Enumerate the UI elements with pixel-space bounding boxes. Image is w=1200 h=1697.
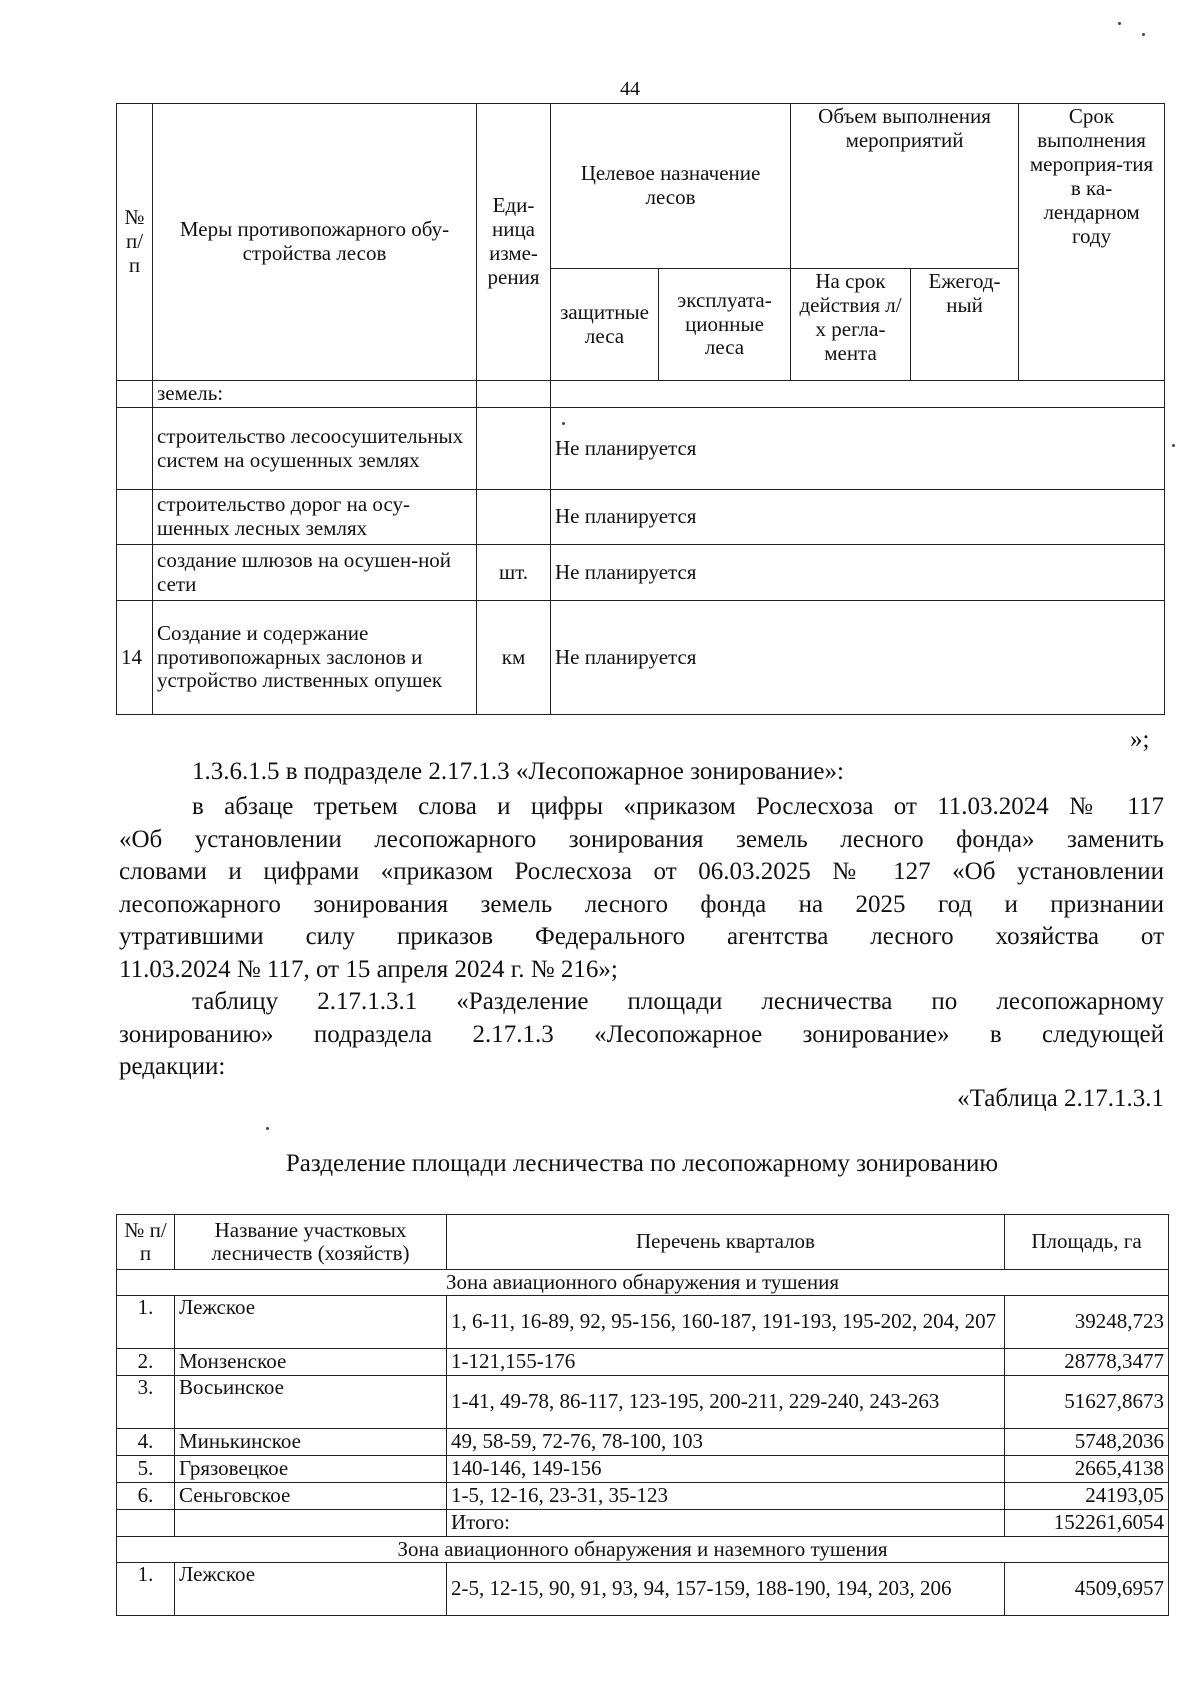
table-row [117,1429,1169,1456]
row-unit [477,490,551,545]
row-list: 1-121,155-176 [447,1349,1005,1376]
row-num [117,408,153,490]
text-line: редакции: [119,1053,226,1080]
row-unit [477,381,551,408]
row-area: 39248,723 [1005,1296,1169,1349]
scan-speck [1142,33,1145,36]
row-num: 14 [117,601,153,715]
row-value: Не планируется [551,545,1165,601]
text-line: лесопожарного зонирования земель лесного фонда на 2025 год и признании [119,890,1164,918]
row-num: 1. [117,1563,175,1616]
row-unit: км [477,601,551,715]
header-area: Площадь, га [1005,1215,1169,1270]
row-unit: шт. [477,545,551,601]
row-num [117,490,153,545]
header-num: № п/п [117,104,153,381]
row-name: Грязовецкое [175,1456,447,1483]
table-row [117,1483,1169,1510]
text-line: утратившими силу приказов Федерального агентства лесного хозяйства от [119,923,1164,950]
row-list: 140-146, 149-156 [447,1456,1005,1483]
table-label: «Таблица 2.17.1.3.1 [957,1085,1164,1112]
row-measure: Создание и содержание противопожарных заслонов и устройство лиственных опушек [153,601,477,715]
text-line: «Об установлении лесопожарного зонирования земель лесного фонда» заменить [119,825,1164,853]
table-row [117,408,1165,490]
table-row [117,381,1165,408]
table-row [117,1456,1169,1483]
row-area: 5748,2036 [1005,1429,1169,1456]
header-protective: защитные леса [551,269,659,381]
text-line: в абзаце третьем слова и цифры «приказом Рослесхоза от 11.03.2024 № 117 [192,793,1164,820]
scan-speck [562,422,565,425]
row-value: Не планируется [551,408,1165,490]
row-num: 4. [117,1429,175,1456]
row-measure: создание шлюзов на осушен-ной сети [153,545,477,601]
row-measure: строительство лесоосушительных систем на осушенных землях [153,408,477,490]
text-line: 11.03.2024 № 117, от 15 апреля 2024 г. № 216»; [119,955,618,983]
row-num: 6. [117,1483,175,1510]
row-measure: строительство дорог на осу-шенных лесных землях [153,490,477,545]
paragraph-amendment [119,791,1164,1084]
header-unit: Еди-ница изме-рения [477,104,551,381]
row-area: 2665,4138 [1005,1456,1169,1483]
row-name: Лежское [175,1563,447,1616]
table-row [117,601,1165,715]
header-deadline: Срок выполнения мероприя-тия в ка-лендарном году [1019,104,1165,381]
table-title: Разделение площади лесничества по лесопожарному зонированию [285,1150,999,1177]
table-row [117,490,1165,545]
total-row [117,1510,1169,1537]
fire-measures-table [116,103,1165,715]
header-reg-term: На срок действия л/х регла-мента [791,269,911,381]
zone-title: Зона авиационного обнаружения и наземного тушения [117,1537,1169,1563]
table-row [117,1296,1169,1349]
row-num: 1. [117,1296,175,1349]
header-measures: Меры противопожарного обу-стройства лесов [153,104,477,381]
header-volume: Объем выполнения мероприятий [791,104,1019,269]
row-list: 1-5, 12-16, 23-31, 35-123 [447,1483,1005,1510]
row-area: 51627,8673 [1005,1376,1169,1429]
table-row [117,1349,1169,1376]
row-unit [477,408,551,490]
scan-speck [1118,22,1121,25]
row-value: Не планируется [551,601,1165,715]
row-list: 1, 6-11, 16-89, 92, 95-156, 160-187, 191-193, 195-202, 204, 207 [447,1296,1005,1349]
scan-speck [266,1127,269,1130]
table-row [117,1376,1169,1429]
row-num [117,545,153,601]
row-name: Монзенское [175,1349,447,1376]
zoning-table [116,1214,1169,1616]
total-label: Итого: [447,1510,1005,1537]
row-list: 2-5, 12-15, 90, 91, 93, 94, 157-159, 188-190, 194, 203, 206 [447,1563,1005,1616]
row-num [117,381,153,408]
text-line: таблицу 2.17.1.3.1 «Разделение площади лесничества по лесопожарному [192,988,1164,1015]
row-measure: земель: [153,381,477,408]
paragraph-section: 1.3.6.1.5 в подразделе 2.17.1.3 «Лесопожарное зонирование»: [192,758,844,785]
header-exploitation: эксплуата-ционные леса [659,269,791,381]
zone-title: Зона авиационного обнаружения и тушения [117,1270,1169,1296]
closing-quote: »; [1130,726,1150,753]
row-num: 2. [117,1349,175,1376]
header-purpose: Целевое назначение лесов [551,104,791,269]
row-area: 28778,3477 [1005,1349,1169,1376]
row-name: Минькинское [175,1429,447,1456]
header-name: Название участковых лесничеств (хозяйств) [175,1215,447,1270]
text-line: зонированию» подраздела 2.17.1.3 «Лесопожарное зонирование» в следующей [119,1020,1164,1048]
row-num: 5. [117,1456,175,1483]
row-name: Восьинское [175,1376,447,1429]
text-line: словами и цифрами «приказом Рослесхоза от 06.03.2025 № 127 «Об установлении [119,858,1164,885]
total-value: 152261,6054 [1005,1510,1169,1537]
row-name: Сеньговское [175,1483,447,1510]
row-list: 49, 58-59, 72-76, 78-100, 103 [447,1429,1005,1456]
row-list: 1-41, 49-78, 86-117, 123-195, 200-211, 229-240, 243-263 [447,1376,1005,1429]
row-area: 4509,6957 [1005,1563,1169,1616]
row-value: Не планируется [551,490,1165,545]
table-row [117,545,1165,601]
row-num: 3. [117,1376,175,1429]
row-name: Лежское [175,1296,447,1349]
header-annual: Ежегод-ный [911,269,1019,381]
table-row [117,1563,1169,1616]
header-list: Перечень кварталов [447,1215,1005,1270]
page-number: 44 [620,78,640,100]
scan-speck [1172,444,1175,447]
row-value [551,381,1165,408]
row-area: 24193,05 [1005,1483,1169,1510]
header-num: № п/п [117,1215,175,1270]
